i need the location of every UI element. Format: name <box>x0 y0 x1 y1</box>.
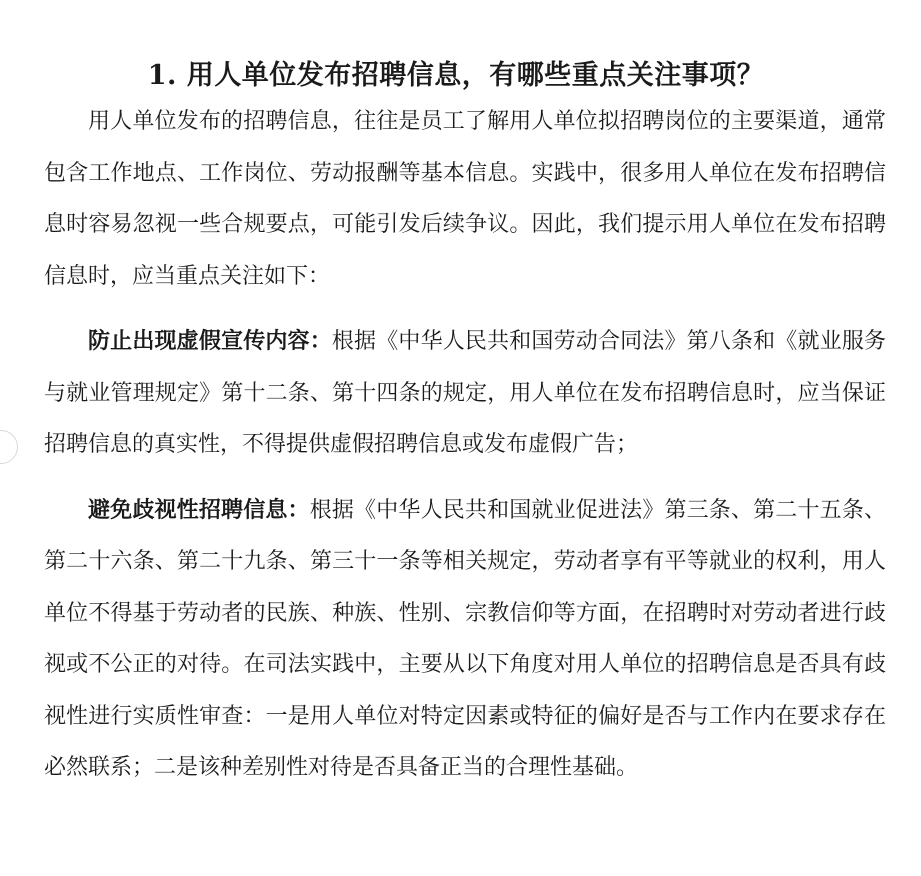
false-advertising-lead: 防止出现虚假宣传内容： <box>88 328 332 354</box>
article-body <box>44 96 886 794</box>
side-handle[interactable] <box>0 430 18 464</box>
discrimination-lead: 避免歧视性招聘信息： <box>88 496 310 523</box>
discrimination-paragraph <box>44 485 886 794</box>
false-advertising-text: 根据《中华人民共和国劳动合同法》第八条和《就业服务与就业管理规定》第十二条、第十四条的规定，用人单位在发布招聘信息时，应当保证招聘信息的真实性，不得提供虚假招聘信息或发布虚假广告； <box>44 329 886 457</box>
intro-paragraph-text: 用人单位发布的招聘信息，往往是员工了解用人单位拟招聘岗位的主要渠道，通常包含工作地点、工作岗位、劳动报酬等基本信息。实践中，很多用人单位在发布招聘信息时容易忽视一些合规要点，可能引发后续争议。因此，我们提示用人单位在发布招聘信息时，应当重点关注如下： <box>44 109 886 289</box>
intro-paragraph <box>44 96 886 302</box>
section-title: 1. 用人单位发布招聘信息，有哪些重点关注事项？ <box>147 60 765 92</box>
discrimination-text: 根据《中华人民共和国就业促进法》第三条、第二十五条、第二十六条、第二十九条、第三十一条等相关规定，劳动者享有平等就业的权利，用人单位不得基于劳动者的民族、种族、性别、宗教信仰等方面，在招聘时对劳动者进行歧视或不公正的对待。在司法实践中，主要从以下角度对用人单位的招聘信息是否具有歧视性进行实质性审查：一是用人单位对特定因素或特征的偏好是否与工作内在要求存在必然联系；二是该种差别性对待是否具备正当的合理性基础。 <box>44 497 886 780</box>
false-advertising-paragraph <box>44 316 886 471</box>
